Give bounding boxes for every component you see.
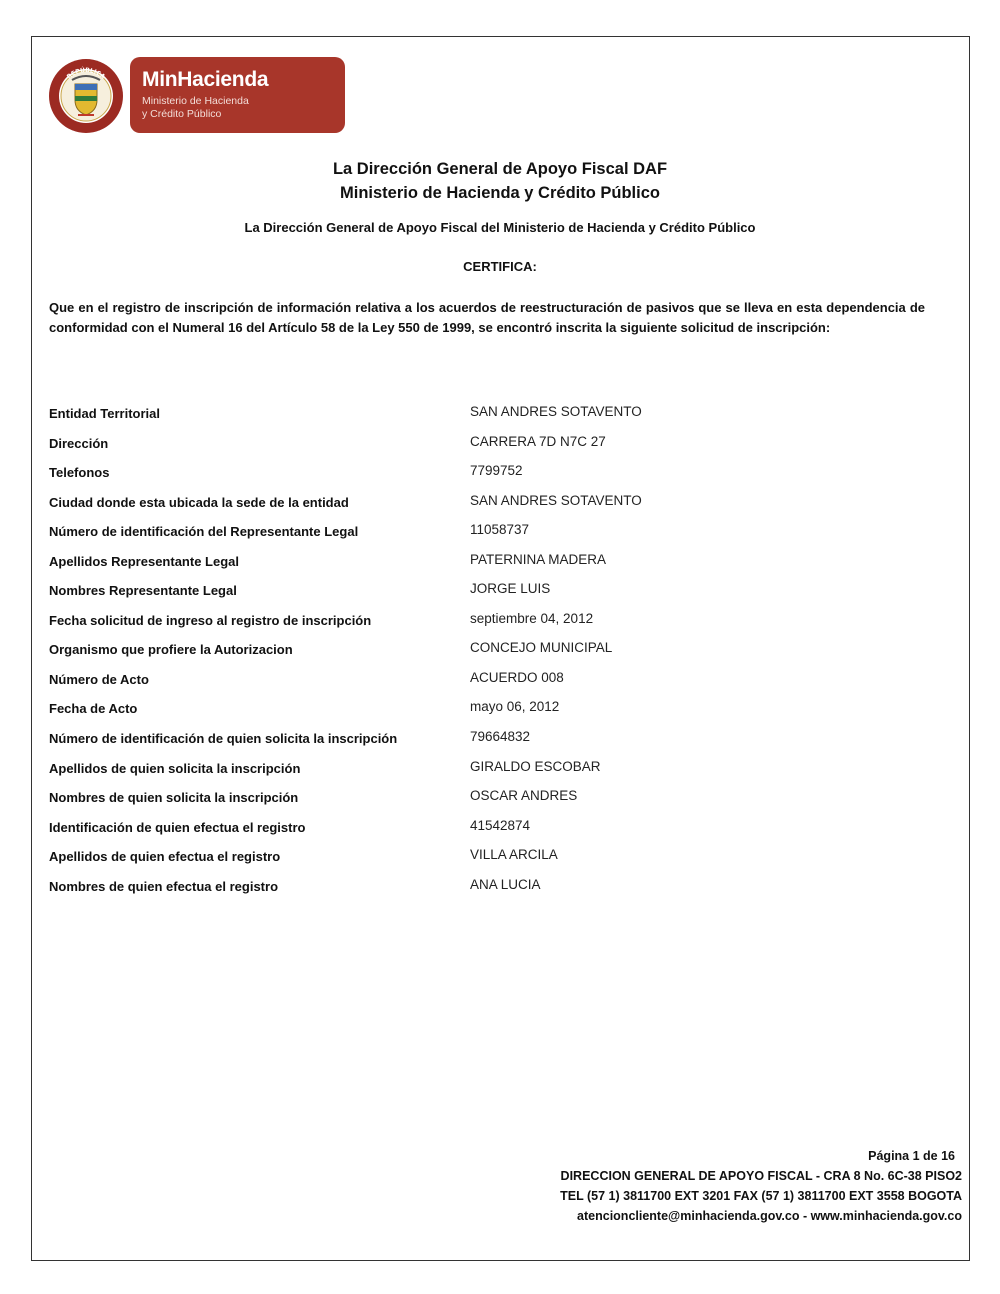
field-value: SAN ANDRES SOTAVENTO bbox=[470, 404, 642, 419]
field-label: Apellidos de quien solicita la inscripción bbox=[49, 760, 301, 776]
subtitle-direccion: La Dirección General de Apoyo Fiscal del Ministerio de Hacienda y Crédito Público bbox=[244, 220, 756, 235]
field-value: septiembre 04, 2012 bbox=[470, 610, 594, 626]
field-value: CARRERA 7D N7C 27 bbox=[470, 433, 606, 449]
field-value: GIRALDO ESCOBAR bbox=[470, 758, 601, 774]
field-row bbox=[49, 787, 929, 817]
field-value: 11058737 bbox=[470, 522, 530, 538]
field-value: JORGE LUIS bbox=[470, 581, 551, 597]
field-row bbox=[49, 698, 929, 728]
field-row bbox=[49, 433, 929, 463]
colombia-seal-icon bbox=[48, 58, 124, 134]
field-label: Entidad Territorial bbox=[49, 406, 160, 421]
field-label: Nombres de quien efectua el registro bbox=[49, 878, 279, 894]
brand-subtitle-1: Ministerio de Hacienda bbox=[142, 95, 249, 107]
field-row bbox=[49, 639, 929, 669]
field-label: Telefonos bbox=[49, 465, 110, 481]
field-value: VILLA ARCILA bbox=[470, 847, 558, 863]
intro-paragraph: Que en el registro de inscripción de información relativa a los acuerdos de reestructuración de pasivos que se lleva en esta dependencia de conformidad con el Numeral 16 del Artículo 58 de la Ley 550 de 1999, se encontró inscrita la siguiente solicitud de inscripción: bbox=[49, 300, 925, 335]
field-row bbox=[49, 876, 929, 906]
field-label: Número de Acto bbox=[49, 671, 149, 687]
field-row bbox=[49, 728, 929, 758]
field-row bbox=[49, 492, 929, 522]
brand-name: MinHacienda bbox=[142, 68, 269, 91]
title-daf: La Dirección General de Apoyo Fiscal DAF bbox=[332, 160, 668, 178]
field-label: Fecha solicitud de ingreso al registro de inscripción bbox=[49, 612, 372, 628]
field-value: PATERNINA MADERA bbox=[470, 551, 607, 567]
field-row bbox=[49, 462, 929, 492]
field-row bbox=[49, 758, 929, 788]
field-row bbox=[49, 669, 929, 699]
field-value: mayo 06, 2012 bbox=[470, 699, 560, 715]
field-value: 41542874 bbox=[470, 817, 531, 833]
field-row bbox=[49, 551, 929, 581]
field-row bbox=[49, 521, 929, 551]
field-label: Número de identificación de quien solicita la inscripción bbox=[49, 731, 398, 747]
field-label: Fecha de Acto bbox=[49, 701, 138, 717]
fields-table bbox=[49, 403, 929, 905]
field-value: OSCAR ANDRES bbox=[470, 788, 578, 804]
field-label: Apellidos Representante Legal bbox=[49, 553, 239, 569]
field-label: Nombres Representante Legal bbox=[49, 583, 237, 599]
field-value: SAN ANDRES SOTAVENTO bbox=[470, 492, 642, 508]
footer-phone: TEL (57 1) 3811700 EXT 3201 FAX (57 1) 3811700 EXT 3558 BOGOTA bbox=[560, 1189, 962, 1203]
field-value: 7799752 bbox=[470, 463, 523, 479]
field-value: CONCEJO MUNICIPAL bbox=[470, 640, 613, 656]
field-row bbox=[49, 403, 929, 433]
field-label: Número de identificación del Representante Legal bbox=[49, 524, 359, 540]
footer bbox=[560, 1146, 962, 1226]
field-label: Dirección bbox=[49, 435, 109, 451]
field-value: 79664832 bbox=[470, 729, 531, 745]
page-number: Página 1 de 16 bbox=[868, 1149, 955, 1163]
field-value: ACUERDO 008 bbox=[470, 669, 564, 685]
field-label: Identificación de quien efectua el registro bbox=[49, 819, 306, 835]
field-label: Apellidos de quien efectua el registro bbox=[49, 849, 281, 865]
brand-subtitle-2: y Crédito Público bbox=[142, 108, 222, 120]
field-label: Nombres de quien solicita la inscripción bbox=[49, 790, 299, 806]
field-row bbox=[49, 817, 929, 847]
field-row bbox=[49, 846, 929, 876]
svg-text:REPÚBLICA: REPÚBLICA bbox=[65, 66, 107, 81]
field-label: Organismo que profiere la Autorizacion bbox=[49, 642, 293, 658]
footer-address: DIRECCION GENERAL DE APOYO FISCAL - CRA 8 No. 6C-38 PISO2 bbox=[560, 1169, 962, 1183]
field-row bbox=[49, 610, 929, 640]
certifica-heading: CERTIFICA: bbox=[463, 259, 537, 274]
minhacienda-logo bbox=[130, 57, 345, 133]
footer-contact: atencioncliente@minhacienda.gov.co - www.minhacienda.gov.co bbox=[577, 1209, 962, 1223]
field-row bbox=[49, 580, 929, 610]
field-label: Ciudad donde esta ubicada la sede de la entidad bbox=[49, 494, 349, 510]
field-value: ANA LUCIA bbox=[470, 876, 541, 892]
title-ministerio: Ministerio de Hacienda y Crédito Público bbox=[340, 184, 660, 202]
